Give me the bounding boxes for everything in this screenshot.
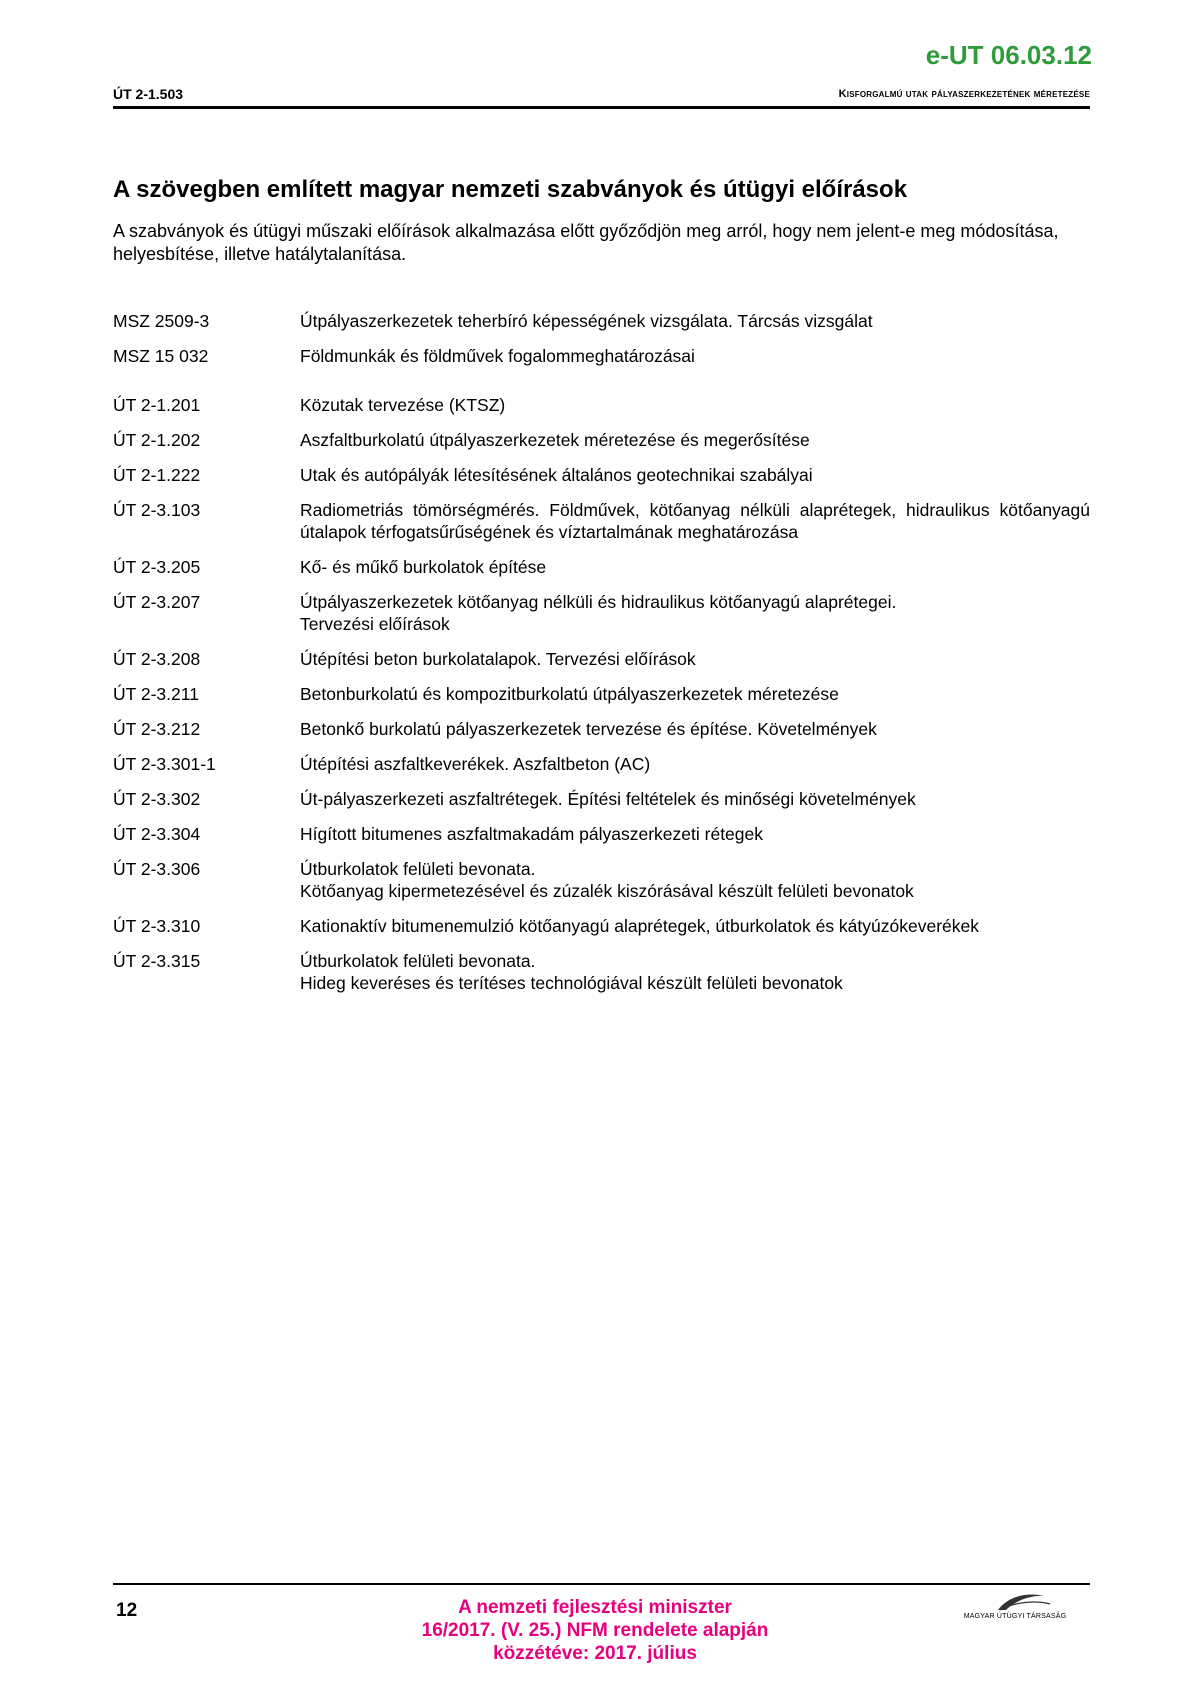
reference-row bbox=[113, 345, 1090, 367]
reference-code: ÚT 2-3.205 bbox=[113, 557, 201, 577]
reference-code: ÚT 2-3.310 bbox=[113, 916, 201, 936]
reference-title: Radiometriás tömörségmérés. Földművek, kötőanyag nélküli alaprétegek, hidraulikus kötőanyagú útalapok térfogatsűrűségének és víztartalmának meghatározása bbox=[300, 500, 1090, 542]
reference-row bbox=[113, 823, 1090, 845]
reference-title: Kő- és műkő burkolatok építése bbox=[300, 557, 547, 577]
publication-note-line: 16/2017. (V. 25.) NFM rendelete alapján bbox=[421, 1620, 769, 1641]
reference-code: ÚT 2-3.208 bbox=[113, 649, 201, 669]
reference-title: Útpályaszerkezetek teherbíró képességének vizsgálata. Tárcsás vizsgálat bbox=[300, 311, 873, 331]
reference-row bbox=[113, 858, 1090, 902]
header-document-title: Kisforgalmú utak pályaszerkezetének méretezése bbox=[838, 88, 1090, 100]
section-heading: A szövegben említett magyar nemzeti szabványok és útügyi előírások bbox=[113, 176, 908, 203]
reference-title: Közutak tervezése (KTSZ) bbox=[300, 395, 506, 415]
reference-row bbox=[113, 429, 1090, 451]
reference-row bbox=[113, 394, 1090, 416]
reference-row bbox=[113, 788, 1090, 810]
reference-code: ÚT 2-3.304 bbox=[113, 824, 201, 844]
reference-row bbox=[113, 753, 1090, 775]
reference-code: ÚT 2-3.315 bbox=[113, 951, 201, 971]
reference-title: Kationaktív bitumenemulzió kötőanyagú alaprétegek, útburkolatok és kátyúzókeverékek bbox=[300, 916, 980, 936]
reference-list bbox=[113, 310, 1090, 1007]
reference-title: Utak és autópályák létesítésének általános geotechnikai szabályai bbox=[300, 465, 813, 485]
reference-row bbox=[113, 499, 1090, 543]
reference-code: ÚT 2-1.222 bbox=[113, 465, 201, 485]
reference-row bbox=[113, 591, 1090, 635]
page-number: 12 bbox=[116, 1600, 138, 1621]
reference-code: ÚT 2-3.207 bbox=[113, 592, 201, 612]
reference-title: Útpályaszerkezetek kötőanyag nélküli és hidraulikus kötőanyagú alaprétegei. Tervezési előírások bbox=[300, 592, 897, 634]
intro-paragraph: A szabványok és útügyi műszaki előírások alkalmazása előtt győződjön meg arról, hogy nem jelent-e meg módosítása, helyesbítése, illetve hatálytalanítása. bbox=[113, 221, 1059, 264]
reference-title: Hígított bitumenes aszfaltmakadám pályaszerkezeti rétegek bbox=[300, 824, 763, 844]
reference-row bbox=[113, 718, 1090, 740]
reference-row bbox=[113, 683, 1090, 705]
society-logo bbox=[940, 1590, 1090, 1620]
reference-code: ÚT 2-3.212 bbox=[113, 719, 201, 739]
reference-title: Útburkolatok felületi bevonata. Kötőanyag kipermetezésével és zúzalék kiszórásával készült felületi bevonatok bbox=[300, 859, 914, 901]
reference-title: Aszfaltburkolatú útpályaszerkezetek méretezése és megerősítése bbox=[300, 430, 810, 450]
road-swoosh-icon bbox=[940, 1590, 1090, 1612]
header-standard-code: ÚT 2-1.503 bbox=[113, 86, 184, 102]
reference-row bbox=[113, 648, 1090, 670]
reference-code: MSZ 2509-3 bbox=[113, 311, 210, 331]
reference-row bbox=[113, 556, 1090, 578]
publication-note bbox=[380, 1596, 810, 1665]
publication-note-line: közzétéve: 2017. július bbox=[493, 1643, 697, 1664]
reference-title: Út-pályaszerkezeti aszfaltrétegek. Építési feltételek és minőségi követelmények bbox=[300, 789, 916, 809]
page-header bbox=[113, 84, 1090, 109]
reference-row bbox=[113, 310, 1090, 332]
reference-title: Földmunkák és földművek fogalommeghatározásai bbox=[300, 346, 695, 366]
reference-row bbox=[113, 464, 1090, 486]
logo-text: MAGYAR ÚTÜGYI TÁRSASÁG bbox=[963, 1613, 1067, 1620]
reference-title: Útépítési aszfaltkeverékek. Aszfaltbeton (AC) bbox=[300, 754, 651, 774]
reference-title: Útépítési beton burkolatalapok. Tervezési előírások bbox=[300, 649, 696, 669]
reference-code: ÚT 2-1.201 bbox=[113, 395, 201, 415]
reference-code: ÚT 2-3.306 bbox=[113, 859, 201, 879]
reference-code: ÚT 2-3.302 bbox=[113, 789, 201, 809]
reference-code: ÚT 2-3.301-1 bbox=[113, 754, 216, 774]
reference-row bbox=[113, 950, 1090, 994]
footer-divider bbox=[113, 1583, 1090, 1585]
reference-title: Betonburkolatú és kompozitburkolatú útpályaszerkezetek méretezése bbox=[300, 684, 839, 704]
reference-code: MSZ 15 032 bbox=[113, 346, 209, 366]
reference-code: ÚT 2-3.211 bbox=[113, 684, 199, 704]
reference-title: Útburkolatok felületi bevonata. Hideg keveréses és terítéses technológiával készült felületi bevonatok bbox=[300, 951, 843, 993]
document-id: e-UT 06.03.12 bbox=[925, 40, 1092, 70]
reference-code: ÚT 2-3.103 bbox=[113, 500, 201, 520]
reference-row bbox=[113, 915, 1090, 937]
reference-code: ÚT 2-1.202 bbox=[113, 430, 201, 450]
publication-note-line: A nemzeti fejlesztési miniszter bbox=[458, 1597, 732, 1618]
reference-title: Betonkő burkolatú pályaszerkezetek tervezése és építése. Követelmények bbox=[300, 719, 877, 739]
